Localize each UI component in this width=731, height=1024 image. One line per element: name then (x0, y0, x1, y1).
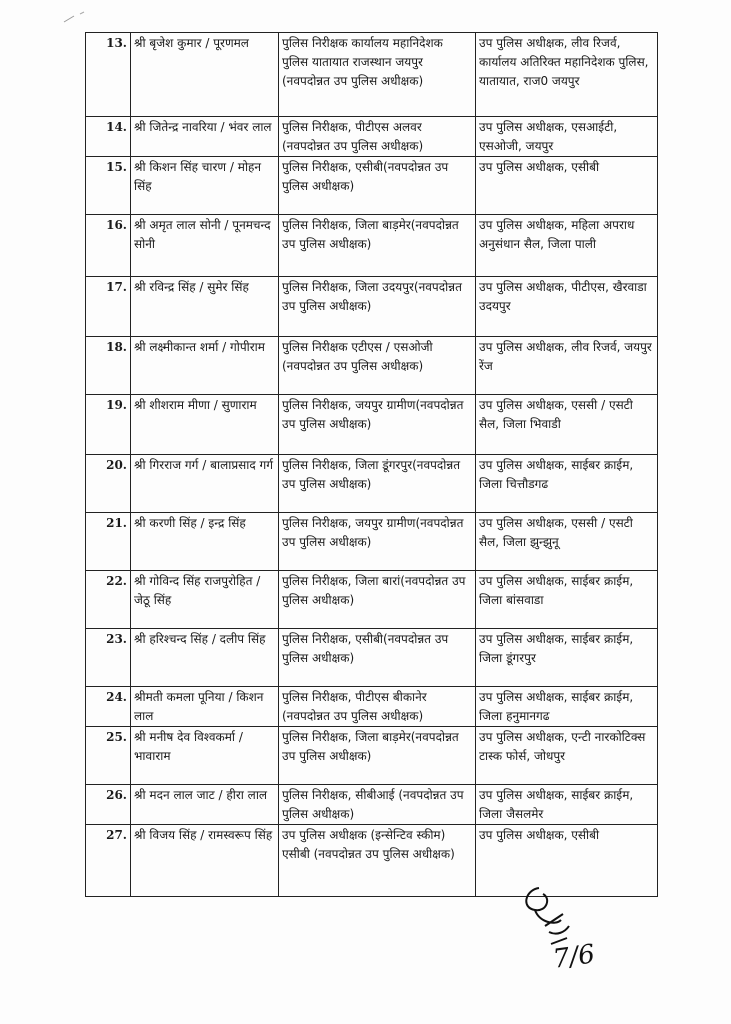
serial-number-cell: 25. (86, 727, 131, 785)
transfer-table-body (86, 33, 658, 897)
serial-number-cell: 22. (86, 571, 131, 629)
new-posting-cell: उप पुलिस अधीक्षक, एन्टी नारकोटिक्स टास्क फोर्स, जोधपुर (476, 727, 658, 785)
serial-number-cell: 26. (86, 785, 131, 825)
new-posting-cell: उप पुलिस अधीक्षक, साईबर क्राईम, जिला चित्तौडगढ (476, 455, 658, 513)
serial-number-cell: 23. (86, 629, 131, 687)
new-posting-cell: उप पुलिस अधीक्षक, एसीबी (476, 157, 658, 215)
table-row (86, 513, 658, 571)
current-posting-cell: पुलिस निरीक्षक कार्यालय महानिदेशक पुलिस यातायात राजस्थान जयपुर (नवपदोन्नत उप पुलिस अधीक्षक) (279, 33, 476, 117)
serial-number-cell: 27. (86, 825, 131, 897)
table-row (86, 337, 658, 395)
current-posting-cell: पुलिस निरीक्षक, जयपुर ग्रामीण(नवपदोन्नत उप पुलिस अधीक्षक) (279, 395, 476, 455)
current-posting-cell: पुलिस निरीक्षक, एसीबी(नवपदोन्नत उप पुलिस अधीक्षक) (279, 157, 476, 215)
new-posting-cell: उप पुलिस अधीक्षक, लीव रिजर्व, कार्यालय अतिरिक्त महानिदेशक पुलिस, यातायात, राज0 जयपुर (476, 33, 658, 117)
current-posting-cell: पुलिस निरीक्षक, जिला बाड़मेर(नवपदोन्नत उप पुलिस अधीक्षक) (279, 727, 476, 785)
new-posting-cell: उप पुलिस अधीक्षक, एसआईटी, एसओजी, जयपुर (476, 117, 658, 157)
table-row (86, 629, 658, 687)
serial-number-cell: 14. (86, 117, 131, 157)
new-posting-cell: उप पुलिस अधीक्षक, एससी / एसटी सैल, जिला झुन्झुनू (476, 513, 658, 571)
officer-name-cell: श्री रविन्द्र सिंह / सुमेर सिंह (131, 277, 279, 337)
current-posting-cell: पुलिस निरीक्षक, एसीबी(नवपदोन्नत उप पुलिस अधीक्षक) (279, 629, 476, 687)
new-posting-cell: उप पुलिस अधीक्षक, एसीबी (476, 825, 658, 897)
new-posting-cell: उप पुलिस अधीक्षक, महिला अपराध अनुसंधान सैल, जिला पाली (476, 215, 658, 277)
new-posting-cell: उप पुलिस अधीक्षक, साईबर क्राईम, जिला बांसवाडा (476, 571, 658, 629)
new-posting-cell: उप पुलिस अधीक्षक, लीव रिजर्व, जयपुर रेंज (476, 337, 658, 395)
officer-name-cell: श्री बृजेश कुमार / पूरणमल (131, 33, 279, 117)
current-posting-cell: पुलिस निरीक्षक, पीटीएस अलवर (नवपदोन्नत उप पुलिस अधीक्षक) (279, 117, 476, 157)
new-posting-cell: उप पुलिस अधीक्षक, साईबर क्राईम, जिला जैसलमेर (476, 785, 658, 825)
table-row (86, 571, 658, 629)
officer-name-cell: श्री करणी सिंह / इन्द्र सिंह (131, 513, 279, 571)
current-posting-cell: पुलिस निरीक्षक, जयपुर ग्रामीण(नवपदोन्नत उप पुलिस अधीक्षक) (279, 513, 476, 571)
table-row (86, 395, 658, 455)
officer-name-cell: श्री अमृत लाल सोनी / पूनमचन्द सोनी (131, 215, 279, 277)
officer-name-cell: श्रीमती कमला पूनिया / किशन लाल (131, 687, 279, 727)
current-posting-cell: पुलिस निरीक्षक, जिला बाड़मेर(नवपदोन्नत उप पुलिस अधीक्षक) (279, 215, 476, 277)
officer-name-cell: श्री शीशराम मीणा / सुणाराम (131, 395, 279, 455)
table-row (86, 455, 658, 513)
table-row (86, 785, 658, 825)
serial-number-cell: 16. (86, 215, 131, 277)
serial-number-cell: 21. (86, 513, 131, 571)
scan-mark (60, 8, 100, 28)
current-posting-cell: पुलिस निरीक्षक, जिला बारां(नवपदोन्नत उप पुलिस अधीक्षक) (279, 571, 476, 629)
officer-name-cell: श्री मनीष देव विश्वकर्मा / भावाराम (131, 727, 279, 785)
current-posting-cell: उप पुलिस अधीक्षक (इन्सेन्टिव स्कीम) एसीबी (नवपदोन्नत उप पुलिस अधीक्षक) (279, 825, 476, 897)
current-posting-cell: पुलिस निरीक्षक, जिला डूंगरपुर(नवपदोन्नत उप पुलिस अधीक्षक) (279, 455, 476, 513)
serial-number-cell: 19. (86, 395, 131, 455)
current-posting-cell: पुलिस निरीक्षक, जिला उदयपुर(नवपदोन्नत उप पुलिस अधीक्षक) (279, 277, 476, 337)
current-posting-cell: पुलिस निरीक्षक एटीएस / एसओजी (नवपदोन्नत उप पुलिस अधीक्षक) (279, 337, 476, 395)
serial-number-cell: 18. (86, 337, 131, 395)
new-posting-cell: उप पुलिस अधीक्षक, साईबर क्राईम, जिला हनुमानगढ (476, 687, 658, 727)
officer-name-cell: श्री लक्ष्मीकान्त शर्मा / गोपीराम (131, 337, 279, 395)
current-posting-cell: पुलिस निरीक्षक, सीबीआई (नवपदोन्नत उप पुलिस अधीक्षक) (279, 785, 476, 825)
table-row (86, 117, 658, 157)
officer-name-cell: श्री गिरराज गर्ग / बालाप्रसाद गर्ग (131, 455, 279, 513)
table-row (86, 215, 658, 277)
table-row (86, 687, 658, 727)
page-mark: 7/6 (551, 939, 597, 975)
officer-name-cell: श्री विजय सिंह / रामस्वरूप सिंह (131, 825, 279, 897)
serial-number-cell: 15. (86, 157, 131, 215)
officer-name-cell: श्री हरिश्चन्द सिंह / दलीप सिंह (131, 629, 279, 687)
transfer-table (85, 32, 658, 897)
table-row (86, 277, 658, 337)
new-posting-cell: उप पुलिस अधीक्षक, पीटीएस, खैरवाडा उदयपुर (476, 277, 658, 337)
new-posting-cell: उप पुलिस अधीक्षक, साईबर क्राईम, जिला डूंगरपुर (476, 629, 658, 687)
current-posting-cell: पुलिस निरीक्षक, पीटीएस बीकानेर (नवपदोन्नत उप पुलिस अधीक्षक) (279, 687, 476, 727)
officer-name-cell: श्री मदन लाल जाट / हीरा लाल (131, 785, 279, 825)
serial-number-cell: 17. (86, 277, 131, 337)
serial-number-cell: 13. (86, 33, 131, 117)
serial-number-cell: 20. (86, 455, 131, 513)
officer-name-cell: श्री जितेन्द्र नावरिया / भंवर लाल (131, 117, 279, 157)
table-row (86, 157, 658, 215)
new-posting-cell: उप पुलिस अधीक्षक, एससी / एसटी सैल, जिला भिवाडी (476, 395, 658, 455)
serial-number-cell: 24. (86, 687, 131, 727)
officer-name-cell: श्री किशन सिंह चारण / मोहन सिंह (131, 157, 279, 215)
officer-name-cell: श्री गोविन्द सिंह राजपुरोहित / जेठू सिंह (131, 571, 279, 629)
table-row (86, 727, 658, 785)
table-row (86, 33, 658, 117)
